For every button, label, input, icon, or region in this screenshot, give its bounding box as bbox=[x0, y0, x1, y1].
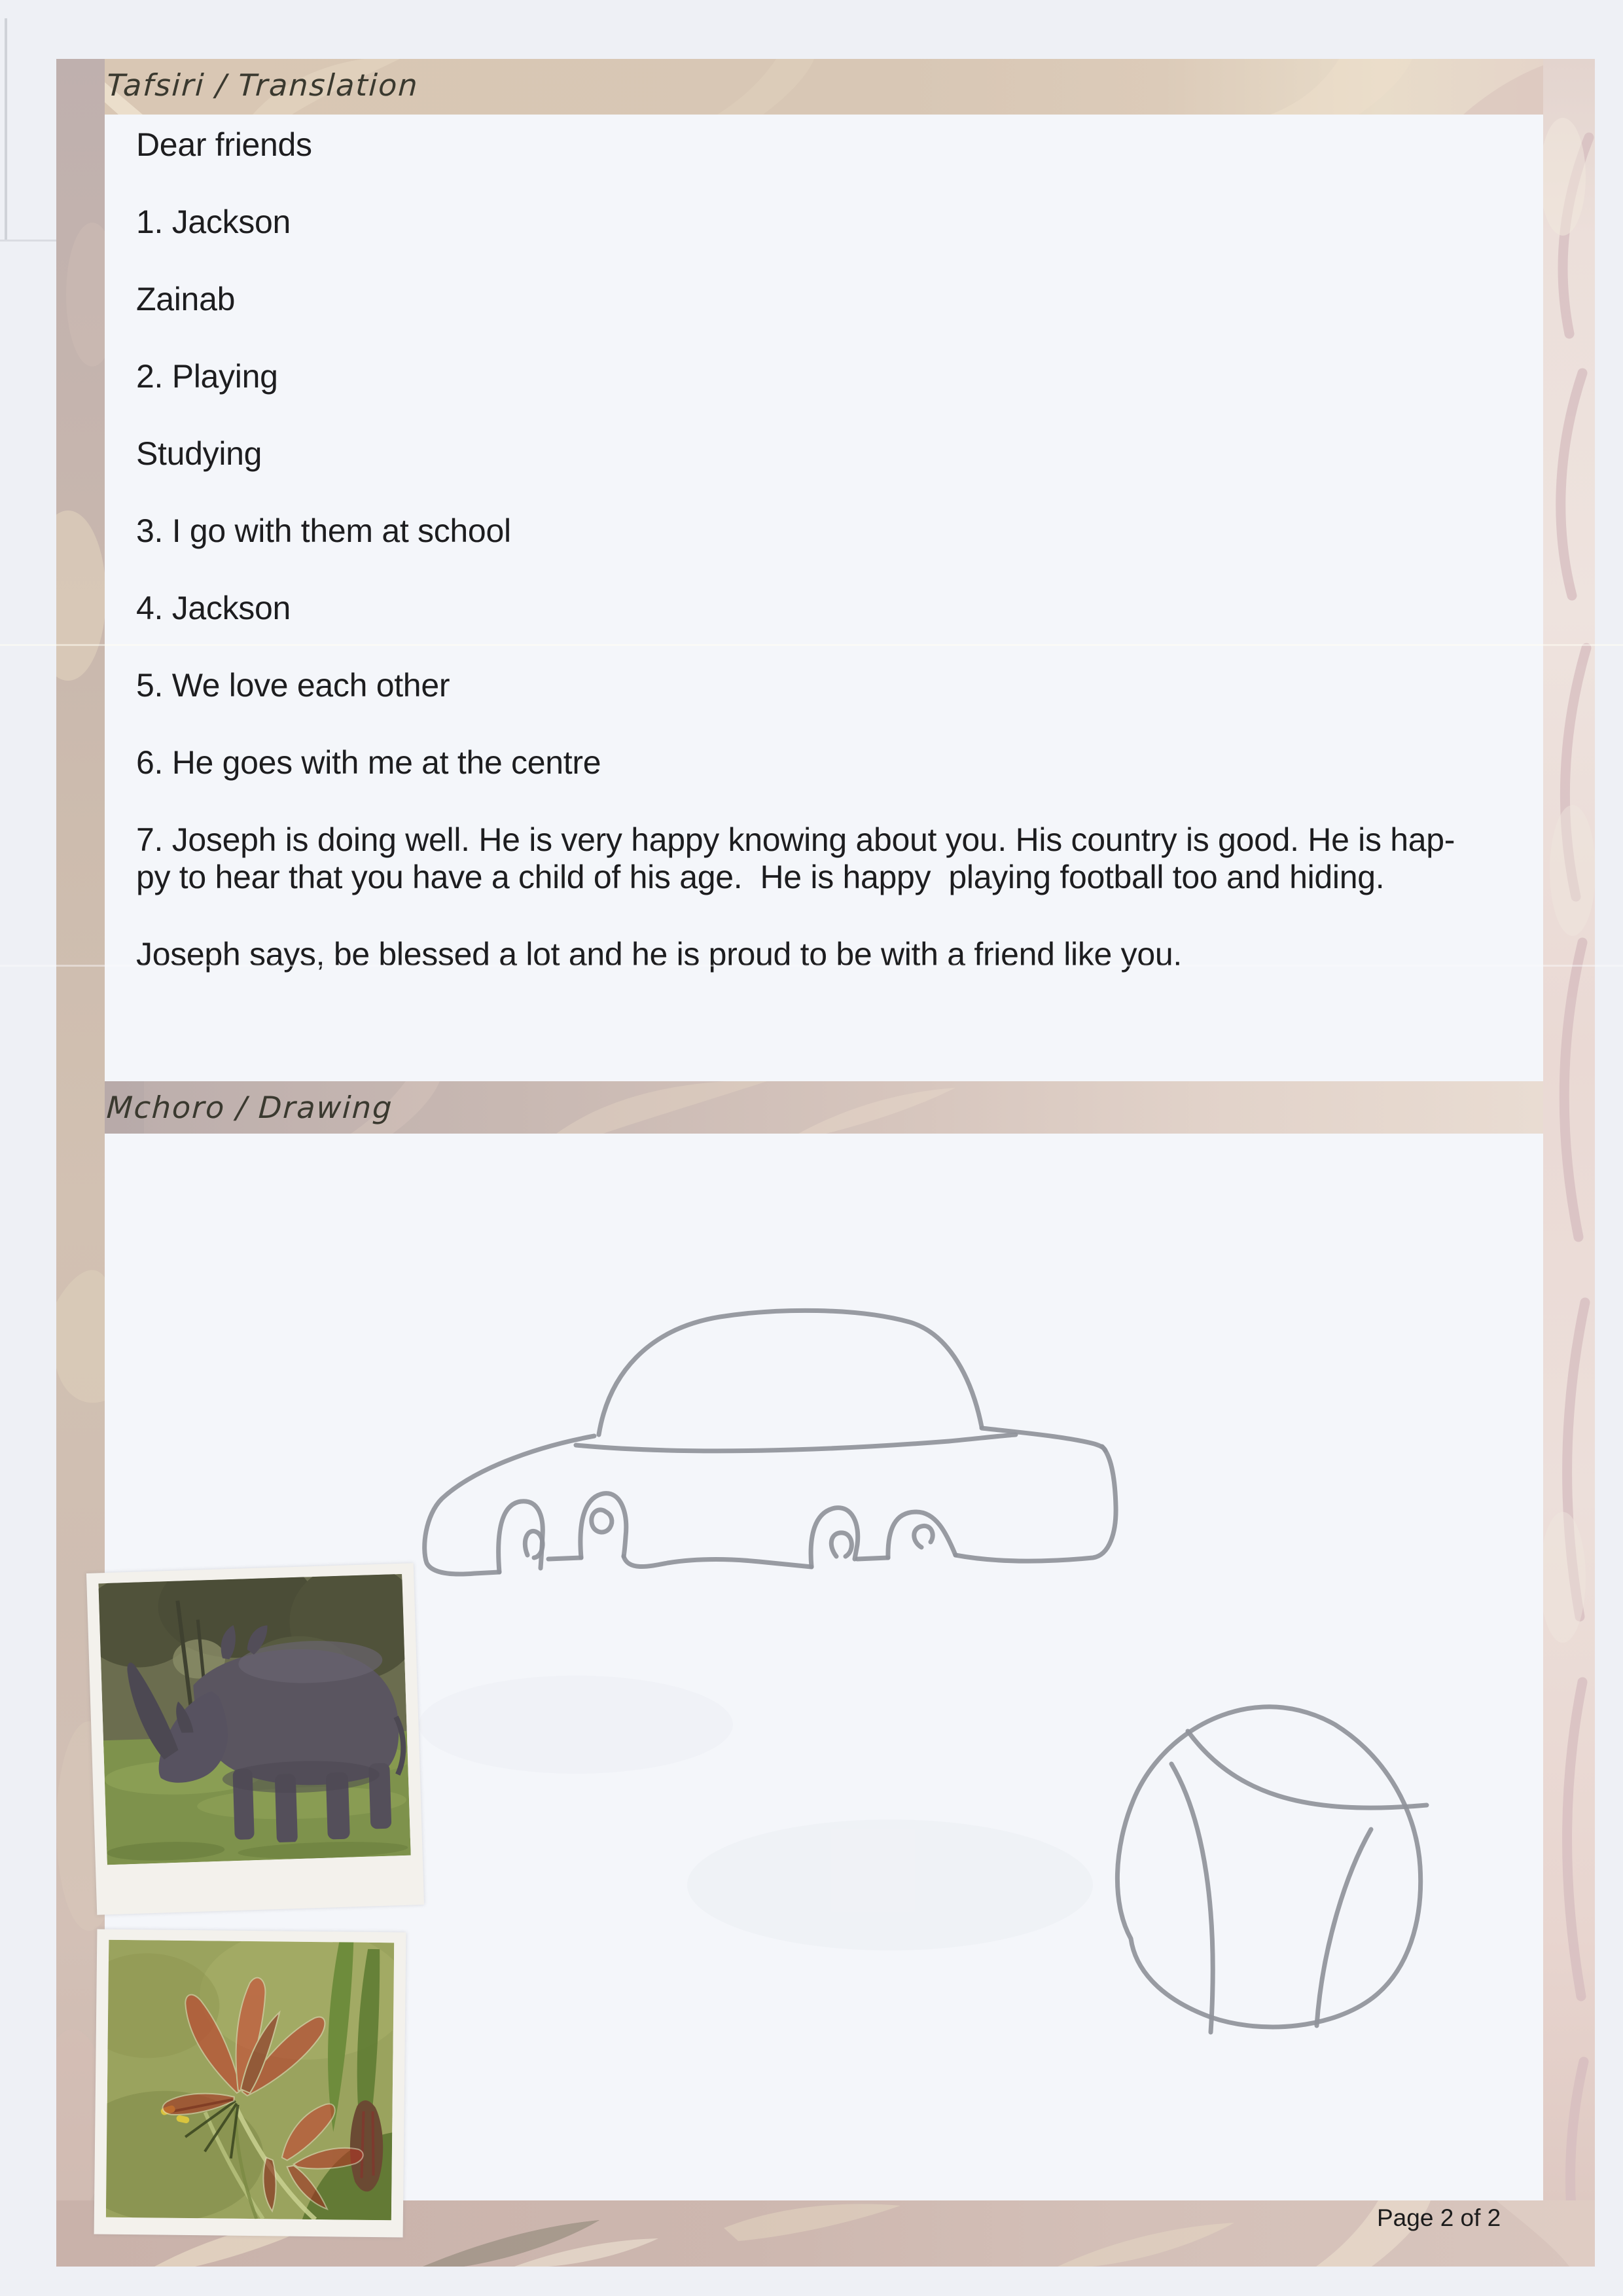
paper-crease bbox=[0, 240, 58, 242]
letter-line: 6. He goes with me at the centre bbox=[136, 744, 601, 781]
letter-line: 7. Joseph is doing well. He is very happy knowing about you. His country is good. He is hap- bbox=[136, 821, 1455, 858]
letter-line: Joseph says, be blessed a lot and he is proud to be with a friend like you. bbox=[136, 936, 1182, 973]
translation-heading: Tafsiri / Translation bbox=[105, 67, 420, 103]
car-sketch bbox=[412, 1296, 1145, 1584]
drawing-heading: Mchoro / Drawing bbox=[105, 1090, 394, 1125]
ball-sketch bbox=[1086, 1695, 1459, 2062]
letter-line: 4. Jackson bbox=[136, 590, 291, 626]
letter-line: Zainab bbox=[136, 281, 236, 317]
page-number: Page 2 of 2 bbox=[1377, 2204, 1501, 2231]
letter-line: 3. I go with them at school bbox=[136, 512, 511, 549]
letter-line: 5. We love each other bbox=[136, 667, 450, 704]
letter-line: 1. Jackson bbox=[136, 204, 291, 240]
fold-crease-upper bbox=[0, 644, 1623, 646]
rhino-photo bbox=[86, 1563, 424, 1914]
flower-photo bbox=[94, 1929, 406, 2238]
scanner-edge-artifact bbox=[5, 18, 7, 241]
letter-line: Dear friends bbox=[136, 126, 312, 163]
letter-body bbox=[136, 126, 1556, 973]
flower-photo-image bbox=[106, 1940, 394, 2221]
fold-crease-lower bbox=[0, 965, 1623, 967]
letter-line: 2. Playing bbox=[136, 358, 278, 395]
rhino-photo-image bbox=[98, 1574, 410, 1865]
letter-line: py to hear that you have a child of his age. He is happy playing football too and hiding. bbox=[136, 859, 1385, 895]
letter-line: Studying bbox=[136, 435, 262, 472]
